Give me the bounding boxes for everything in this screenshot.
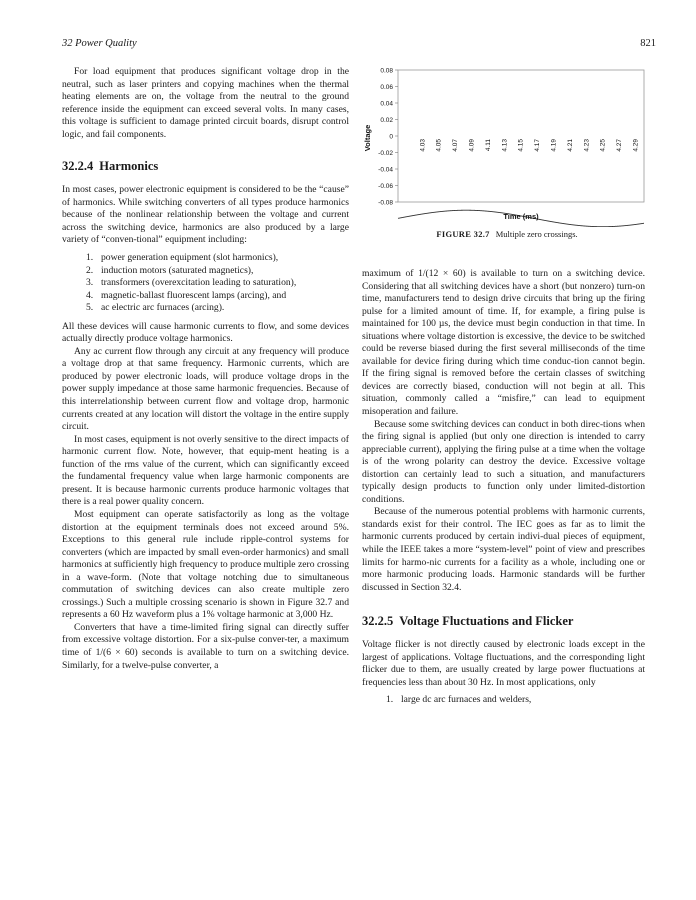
y-axis-label: Voltage	[363, 124, 372, 152]
figure-32-7	[362, 62, 652, 262]
list-item: 1. large dc arc furnaces and welders,	[386, 694, 532, 706]
y-tick-label: 0.08	[380, 67, 393, 75]
paragraph: In most cases, power electronic equipment is considered to be the “cause” of harmonics. While switching converters of all types produce harmonics because of the nonlinear relationship between the voltage and current across the switching device, harmonics are also produced by a large variety of “conven-tional” equipment including:	[62, 184, 349, 246]
y-tick-label: 0.06	[380, 84, 393, 91]
paragraph: In most cases, equipment is not overly sensitive to the direct impacts of harmonic current flow. Note, however, that equip-ment heating is a function of the rms value of the current, which can significantly exceed the fundamental frequency value when large harmonic components are present. It is because harmonic currents produce harmonic voltages that there is a real power quality concern.	[62, 433, 349, 508]
plot-area	[398, 70, 644, 202]
x-tick-label: 4.25	[599, 139, 607, 152]
list-item: 5. ac electric arc furnaces (arcing).	[86, 302, 225, 314]
y-tick-label: -0.08	[378, 199, 393, 207]
x-tick-label: 4.23	[583, 139, 591, 152]
voltage-chart	[362, 62, 652, 227]
paragraph: Converters that have a time-limited firing signal can directly suffer from excessive voltage distortion. For a six-pulse conver-ter, a maximum time of 1/(6 × 60) seconds is available to turn on a switching device. Similarly, for a twelve-pulse converter, a	[62, 621, 349, 671]
page-number: 821	[640, 38, 656, 49]
y-tick-label: 0.04	[380, 100, 393, 108]
x-tick-label: 4.21	[566, 139, 574, 152]
x-tick-label: 4.09	[468, 139, 476, 152]
x-tick-label: 4.11	[484, 139, 492, 152]
x-tick-label: 4.13	[501, 139, 509, 152]
right-column	[362, 268, 645, 713]
x-tick-label: 4.27	[616, 139, 624, 152]
paragraph: Because of the numerous potential problems with harmonic currents, standards exist for their control. The IEC goes as far as to limit the harmonic currents produced by certain indivi-dual pieces of equipment, while the IEEE takes a more “system-level” point of view and prescribes limits for harmo-nic currents for a facility as a whole, including one or more harmonic producing loads. Harmonic standards will be further discussed in Section 32.4.	[362, 506, 645, 593]
y-tick-label: -0.02	[378, 150, 393, 157]
figure-caption-text: Multiple zero crossings.	[495, 229, 578, 239]
section-title: Harmonics	[99, 159, 159, 174]
x-tick-label: 4.29	[632, 139, 640, 152]
section-heading-flicker	[362, 614, 645, 629]
section-title: Voltage Fluctuations and Flicker	[399, 614, 574, 629]
paragraph: Because some switching devices can conduct in both direc-tions when the firing signal is applied (but only one direction is intended to carry appreciable current), applying the firing pulse at a time when the voltage is of the wrong polarity can destroy the device. Excessive voltage distortion can certainly lead to such a situation, and manufacturers typically design products to function only under limited-distortion conditions.	[362, 418, 645, 505]
x-axis-label: Time (ms)	[503, 212, 539, 221]
list-item: 1. power generation equipment (slot harmonics),	[86, 252, 279, 264]
figure-label: FIGURE 32.7	[436, 229, 490, 239]
x-tick-label: 4.07	[452, 139, 460, 152]
section-number: 32.2.5	[362, 614, 394, 629]
paragraph: Most equipment can operate satisfactorily as long as the voltage distortion at the equipment terminals does not exceed around 5%. Exceptions to this general rule include ripple-control systems for converters (which are impacted by small even-order harmonics) and small harmonics at sufficiently high frequency to produce multiple zero crossing in a wave-form. (Note that voltage notching due to simultaneous commutation of switching devices can also create multiple zero crossings.) Such a multiple crossing scenario is shown in Figure 32.7 and represents a 60 Hz waveform plus a 1% voltage harmonic at 3,000 Hz.	[62, 508, 349, 621]
harmonic-sources-list	[62, 252, 349, 315]
y-tick-label: -0.04	[378, 166, 393, 174]
paragraph: Voltage flicker is not directly caused by electronic loads except in the largest of applications. Voltage fluctuations, and the corresponding light flicker due to them, are usually created by large power fluctuations at frequencies less than about 30 Hz. In most applications, only	[362, 639, 645, 688]
x-tick-label: 4.03	[419, 139, 427, 152]
figure-caption	[362, 229, 652, 239]
paragraph: All these devices will cause harmonic currents to flow, and some devices actually directly produce voltage harmonics.	[62, 320, 349, 345]
list-item: 4. magnetic-ballast fluorescent lamps (arcing), and	[86, 289, 287, 301]
flicker-sources-list	[362, 694, 645, 707]
x-tick-label: 4.15	[517, 139, 525, 152]
section-heading-harmonics	[62, 159, 349, 174]
section-number: 32.2.4	[62, 159, 94, 174]
y-tick-label: 0	[389, 133, 393, 141]
list-item: 2. induction motors (saturated magnetics),	[86, 264, 254, 276]
y-tick-label: -0.06	[378, 183, 393, 190]
x-tick-label: 4.19	[550, 139, 558, 152]
left-column	[62, 66, 349, 672]
paragraph: For load equipment that produces significant voltage drop in the neutral, such as laser printers and copying machines when the thermal heating elements are on, the voltage from the neutral to the ground reference inside the equipment can exceed several volts. In many cases, this voltage is sufficient to damage printed circuit boards, disrupt control logic, and fail components.	[62, 66, 349, 140]
x-tick-label: 4.05	[435, 139, 443, 152]
paragraph: maximum of 1/(12 × 60) is available to turn on a switching device. Considering that all switching devices have a short (but nonzero) turn-on time, manufacturers tend to design drive circuits that bring up the firing pulse for a limited amount of time. If, for example, a firing pulse is maintained for 100 µs, the device must begin conduction in that time. In situations where voltage distortion is excessive, the device to be switched could be reverse biased during the first several milliseconds of the time available for device firing during which time conduc-tion cannot begin. If the firing signal is removed before the certain classes of switching devices are correctly biased, conduction will not begin at all. This situation, commonly called a “misfire,” can lead to equipment misoperation and failure.	[362, 268, 645, 418]
running-header: 32 Power Quality	[62, 38, 137, 49]
paragraph: Any ac current flow through any circuit at any frequency will produce a voltage drop at that same frequency. Harmonic currents, which are produced by power electronic loads, will produce voltage drops in the power supply impedance at those same harmonic frequencies. Because of this interrelationship between current flow and voltage drop, harmonic currents created at any location will distort the voltage in the entire supply circuit.	[62, 345, 349, 433]
list-item: 3. transformers (overexcitation leading to saturation),	[86, 277, 297, 289]
x-tick-label: 4.17	[534, 139, 542, 152]
y-tick-label: 0.02	[380, 117, 393, 124]
